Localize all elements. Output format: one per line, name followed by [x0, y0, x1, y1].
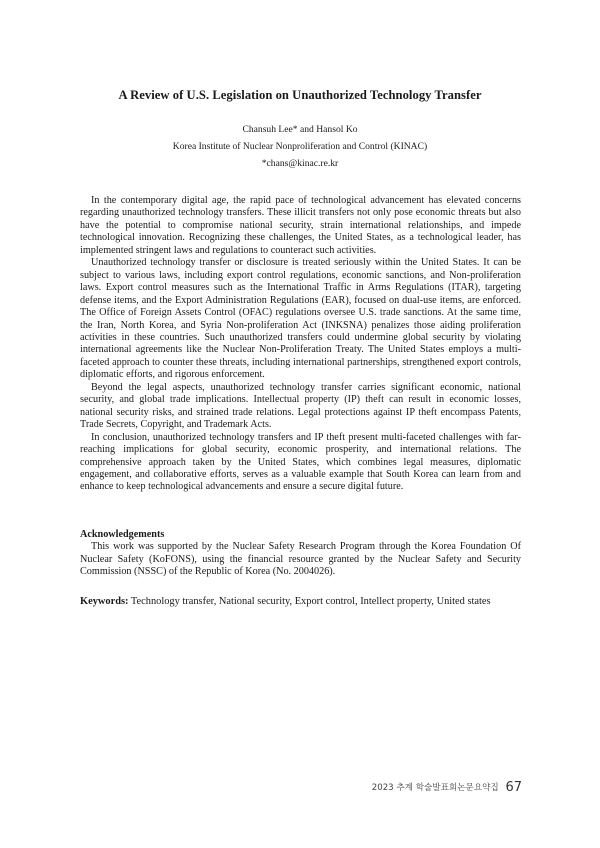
- keywords-label: Keywords:: [80, 596, 129, 607]
- acknowledgements-section: [80, 529, 521, 579]
- author-email: *chans@kinac.re.kr: [261, 158, 339, 169]
- page-footer: [372, 780, 522, 795]
- keywords-line: [80, 596, 540, 608]
- proceedings-title: 2023 추계 학술발표회논문요약집: [371, 783, 499, 793]
- paper-title: A Review of U.S. Legislation on Unauthorized Technology Transfer: [118, 88, 482, 102]
- body-paragraph-3: Beyond the legal aspects, unauthorized technology transfer carries significant economic, national security, and global trade implications. Intellectual property (IP) theft can result in economic losses, national security risks, and strained trade relations. Legal protections against IP theft encompass Patents, Trade Secrets, Copyright, and Trademark Acts.: [80, 381, 521, 431]
- author-list: Chansuh Lee* and Hansol Ko: [242, 124, 358, 135]
- page-number: 67: [505, 780, 522, 795]
- keywords-text: Technology transfer, National security, Export control, Intellect property, United states: [130, 596, 491, 607]
- acknowledgements-text: This work was supported by the Nuclear Safety Research Program through the Korea Foundation Of Nuclear Safety (KoFONS), using the financial resource granted by the Nuclear Safety and Security Commission (NSSC) of the Republic of Korea (No. 2004026).: [80, 541, 521, 578]
- acknowledgements-heading: Acknowledgements: [80, 529, 165, 540]
- body-paragraph-4: In conclusion, unauthorized technology transfers and IP theft present multi-faceted challenges with far-reaching implications for global security, economic prosperity, and international relations. The comprehensive approach taken by the United States, which combines legal measures, diplomatic engagement, and collaborative efforts, serves as a valuable example that South Korea can learn from and enhance to keep technological advancements and ensure a secure digital future.: [80, 431, 521, 493]
- abstract-body: [80, 195, 521, 494]
- author-affiliation: Korea Institute of Nuclear Nonproliferation and Control (KINAC): [172, 141, 428, 152]
- body-paragraph-1: In the contemporary digital age, the rapid pace of technological advancement has elevated concerns regarding unauthorized technology transfers. These illicit transfers not only pose economic threats but also have the potential to compromise national security, strain international relationships, and impede technological innovation. Recognizing these challenges, the United States, as a technological leader, has implemented stringent laws and regulations to counteract such activities.: [80, 195, 521, 256]
- body-paragraph-2: Unauthorized technology transfer or disclosure is treated seriously within the United States. It can be subject to various laws, including export control regulations, economic sanctions, and Non-proliferation laws. Export control measures such as the International Traffic in Arms Regulations (ITAR), targeting defense items, and the Export Administration Regulations (EAR), focused on dual-use items, are enforced. The Office of Foreign Assets Control (OFAC) regulations oversee U.S. trade sanctions. At the same time, the Iran, North Korea, and Syria Non-proliferation Act (INKSNA) penalizes those aiding proliferation activities in these countries. Such unauthorized transfers could undermine global security by violating international agreements like the Nuclear Non-Proliferation Treaty. The United States employs a multi-faceted approach to counter these threats, including international partnerships, strengthened export controls, diplomatic efforts, and rigorous enforcement.: [80, 257, 521, 381]
